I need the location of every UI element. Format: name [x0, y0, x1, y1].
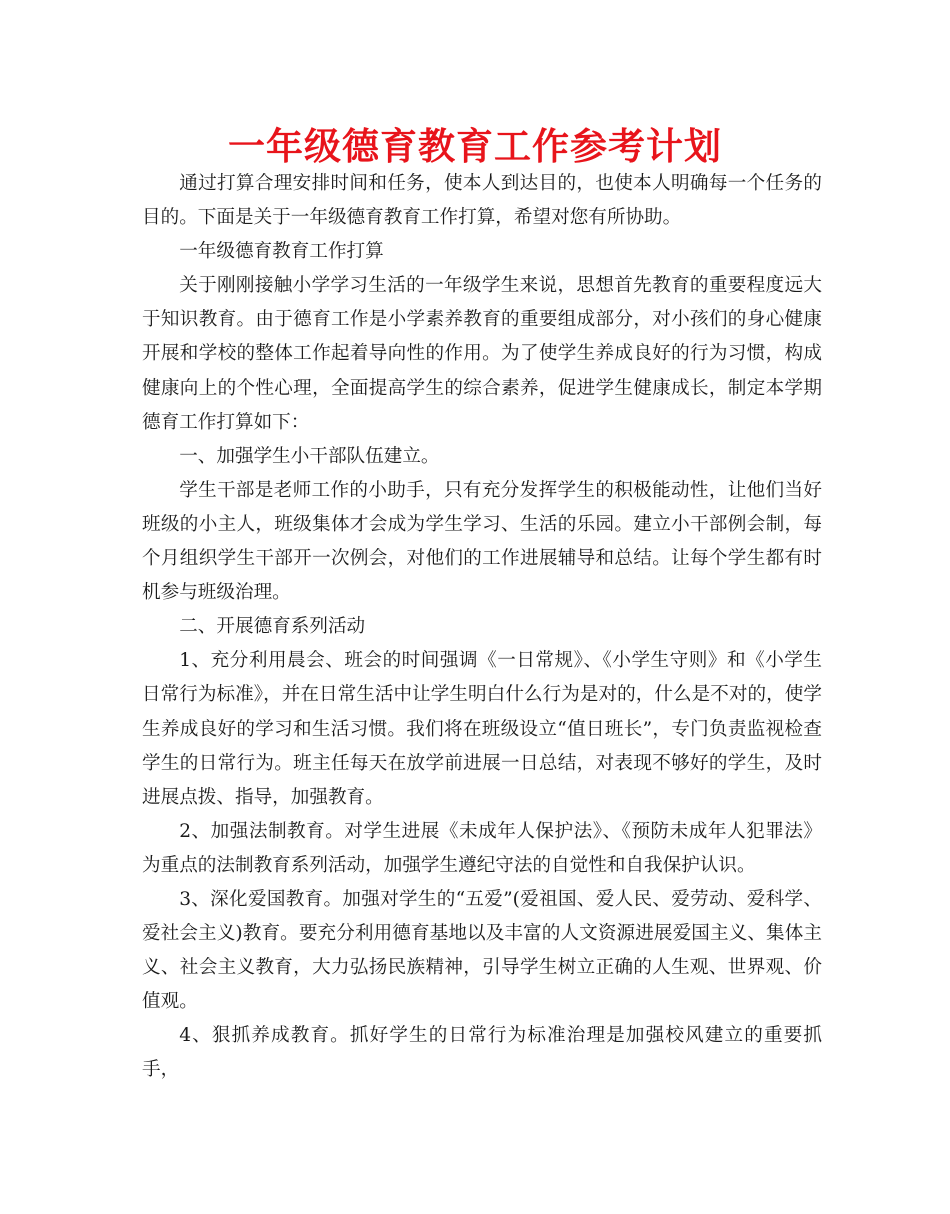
list-item-paragraph: 3、深化爱国教育。加强对学生的“五爱”(爱祖国、爱人民、爱劳动、爱科学、爱社会主义)教育。要充分利用德育基地以及丰富的人文资源进展爱国主义、集体主义、社会主义教育，大力弘扬民族精神，引导学生树立正确的人生观、世界观、价值观。 — [142, 888, 822, 1013]
list-item-paragraph: 4、狠抓养成教育。抓好学生的日常行为标准治理是加强校风建立的重要抓手， — [142, 1025, 822, 1081]
list-item-paragraph: 2、加强法制教育。对学生进展《未成年人保护法》、《预防未成年人犯罪法》为重点的法制教育系列活动，加强学生遵纪守法的自觉性和自我保护认识。 — [142, 820, 822, 876]
section-heading: 二、开展德育系列活动 — [179, 616, 366, 638]
document-body — [142, 167, 822, 1088]
body-paragraph: 学生干部是老师工作的小助手，只有充分发挥学生的积极能动性，让他们当好班级的小主人，班级集体才会成为学生学习、生活的乐园。建立小干部例会制，每个月组织学生干部开一次例会，对他们的工作进展辅导和总结。让每个学生都有时机参与班级治理。 — [142, 479, 822, 604]
intro-paragraph: 通过打算合理安排时间和任务，使本人到达目的，也使本人明确每一个任务的目的。下面是关于一年级德育教育工作打算，希望对您有所协助。 — [142, 173, 822, 229]
body-paragraph: 关于刚刚接触小学学习生活的一年级学生来说，思想首先教育的重要程度远大于知识教育。由于德育工作是小学素养教育的重要组成部分，对小孩们的身心健康开展和学校的整体工作起着导向性的作用。为了使学生养成良好的行为习惯，构成健康向上的个性心理，全面提高学生的综合素养，促进学生健康成长，制定本学期德育工作打算如下： — [142, 275, 822, 433]
document-title: 一年级德育教育工作参考计划 — [228, 125, 722, 168]
list-item-paragraph: 1、充分利用晨会、班会的时间强调《一日常规》、《小学生守则》和《小学生日常行为标准》，并在日常生活中让学生明白什么行为是对的，什么是不对的，使学生养成良好的学习和生活习惯。我们将在班级设立“值日班长”，专门负责监视检查学生的日常行为。班主任每天在放学前进展一日总结，对表现不够好的学生，及时进展点拨、指导，加强教育。 — [142, 650, 822, 808]
section-heading: 一年级德育教育工作打算 — [179, 241, 384, 263]
section-heading: 一、加强学生小干部队伍建立。 — [179, 445, 440, 467]
